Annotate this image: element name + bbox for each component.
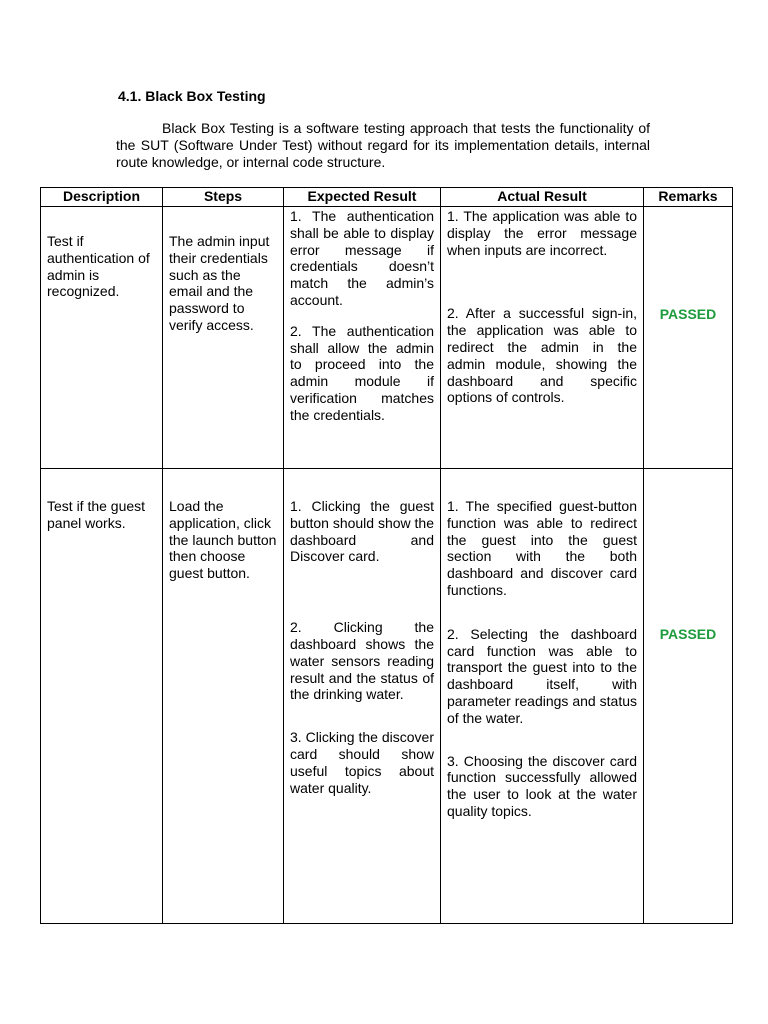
actual-result-cell [441, 207, 644, 469]
steps-cell [163, 469, 284, 924]
table-header-row [41, 188, 733, 207]
header-description: Description [41, 188, 163, 207]
steps-text: The admin input their credentials such as the email and the password to verify access. [169, 233, 270, 333]
header-expected-result: Expected Result [284, 188, 441, 207]
description-text: Test if the guest panel works. [47, 498, 146, 531]
actual-result-item: 2. Selecting the dashboard card function was able to transport the guest into to the dashboard itself, with parameter readings and status of the water. [447, 625, 637, 726]
expected-result-item: 1. The authentication shall be able to display error message if credentials doesn’t match the admin’s account. [290, 208, 434, 308]
actual-result-cell [441, 469, 644, 924]
remarks-cell [644, 207, 733, 469]
intro-paragraph: Black Box Testing is a software testing approach that tests the functionality of the SUT (Software Under Test) without regard for its implementation details, internal route knowledge, or internal code structure. [116, 120, 650, 170]
expected-result-item: 1. Clicking the guest button should show the dashboard and Discover card. [290, 498, 434, 565]
header-remarks: Remarks [644, 188, 733, 207]
description-cell [41, 207, 163, 469]
passed-status-badge: PASSED [659, 626, 717, 642]
black-box-testing-table [40, 187, 733, 924]
expected-result-cell [284, 207, 441, 469]
actual-result-item: 2. After a successful sign-in, the application was able to redirect the admin in the admin module, showing the dashboard and specific options of controls. [447, 305, 637, 406]
remarks-cell [644, 469, 733, 924]
table-row [41, 469, 733, 924]
passed-status-badge: PASSED [659, 306, 717, 322]
expected-result-item: 2. Clicking the dashboard shows the water sensors reading result and the status of the drinking water. [290, 619, 434, 703]
expected-result-item: 3. Clicking the discover card should show useful topics about water quality. [290, 729, 434, 796]
table-row [41, 207, 733, 469]
steps-text: Load the application, click the launch button then choose guest button. [169, 498, 277, 582]
header-steps: Steps [163, 188, 284, 207]
actual-result-item: 1. The application was able to display the error message when inputs are incorrect. [447, 208, 637, 258]
description-text: Test if authentication of admin is recognized. [47, 233, 150, 300]
expected-result-cell [284, 469, 441, 924]
header-actual-result: Actual Result [441, 188, 644, 207]
steps-cell [163, 207, 284, 469]
description-cell [41, 469, 163, 924]
section-heading: 4.1. Black Box Testing [118, 88, 266, 104]
actual-result-item: 3. Choosing the discover card function successfully allowed the user to look at the water quality topics. [447, 752, 637, 819]
expected-result-item: 2. The authentication shall allow the admin to proceed into the admin module if verification matches the credentials. [290, 322, 434, 423]
actual-result-item: 1. The specified guest-button function was able to redirect the guest into the guest section with the both dashboard and discover card functions. [447, 498, 637, 598]
